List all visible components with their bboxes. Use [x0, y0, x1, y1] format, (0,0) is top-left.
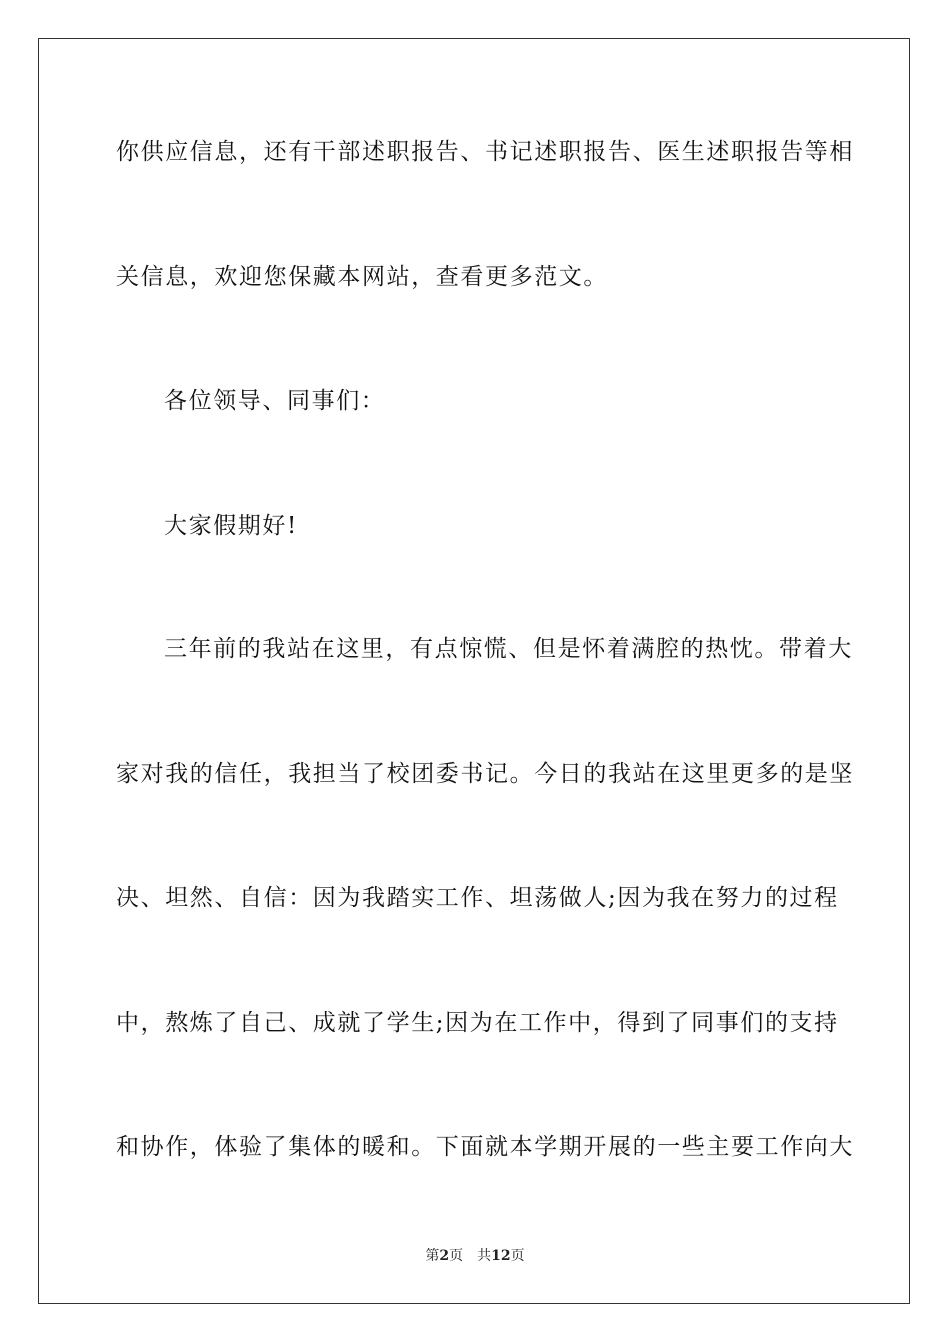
total-pages: 12 — [491, 1248, 511, 1264]
total-prefix: 共 — [477, 1248, 492, 1264]
page-prefix: 第 — [425, 1248, 440, 1264]
total-suffix: 页 — [510, 1248, 525, 1264]
paragraph-line-1: 三年前的我站在这里，有点惊慌、但是怀着满腔的热忱。带着大 — [164, 636, 853, 662]
text-line-1: 你供应信息，还有干部述职报告、书记述职报告、医生述职报告等相 — [116, 139, 854, 165]
salutation-line: 各位领导、同事们： — [164, 388, 386, 414]
page-number: 2 — [439, 1248, 450, 1264]
paragraph-line-5: 和协作，体验了集体的暖和。下面就本学期开展的一些主要工作向大 — [116, 1134, 854, 1160]
paragraph-line-2: 家对我的信任，我担当了校团委书记。今日的我站在这里更多的是坚 — [116, 761, 854, 787]
page-border — [38, 38, 910, 1304]
paragraph-line-4: 中，熬炼了自己、成就了学生;因为在工作中，得到了同事们的支持 — [116, 1010, 839, 1036]
page-suffix: 页 — [449, 1248, 464, 1264]
paragraph-line-3: 决、坦然、自信：因为我踏实工作、坦荡做人;因为我在努力的过程 — [116, 885, 839, 911]
text-line-2: 关信息，欢迎您保藏本网站，查看更多范文。 — [116, 264, 608, 290]
greeting-line: 大家假期好! — [164, 513, 298, 539]
page-footer — [0, 1246, 950, 1266]
